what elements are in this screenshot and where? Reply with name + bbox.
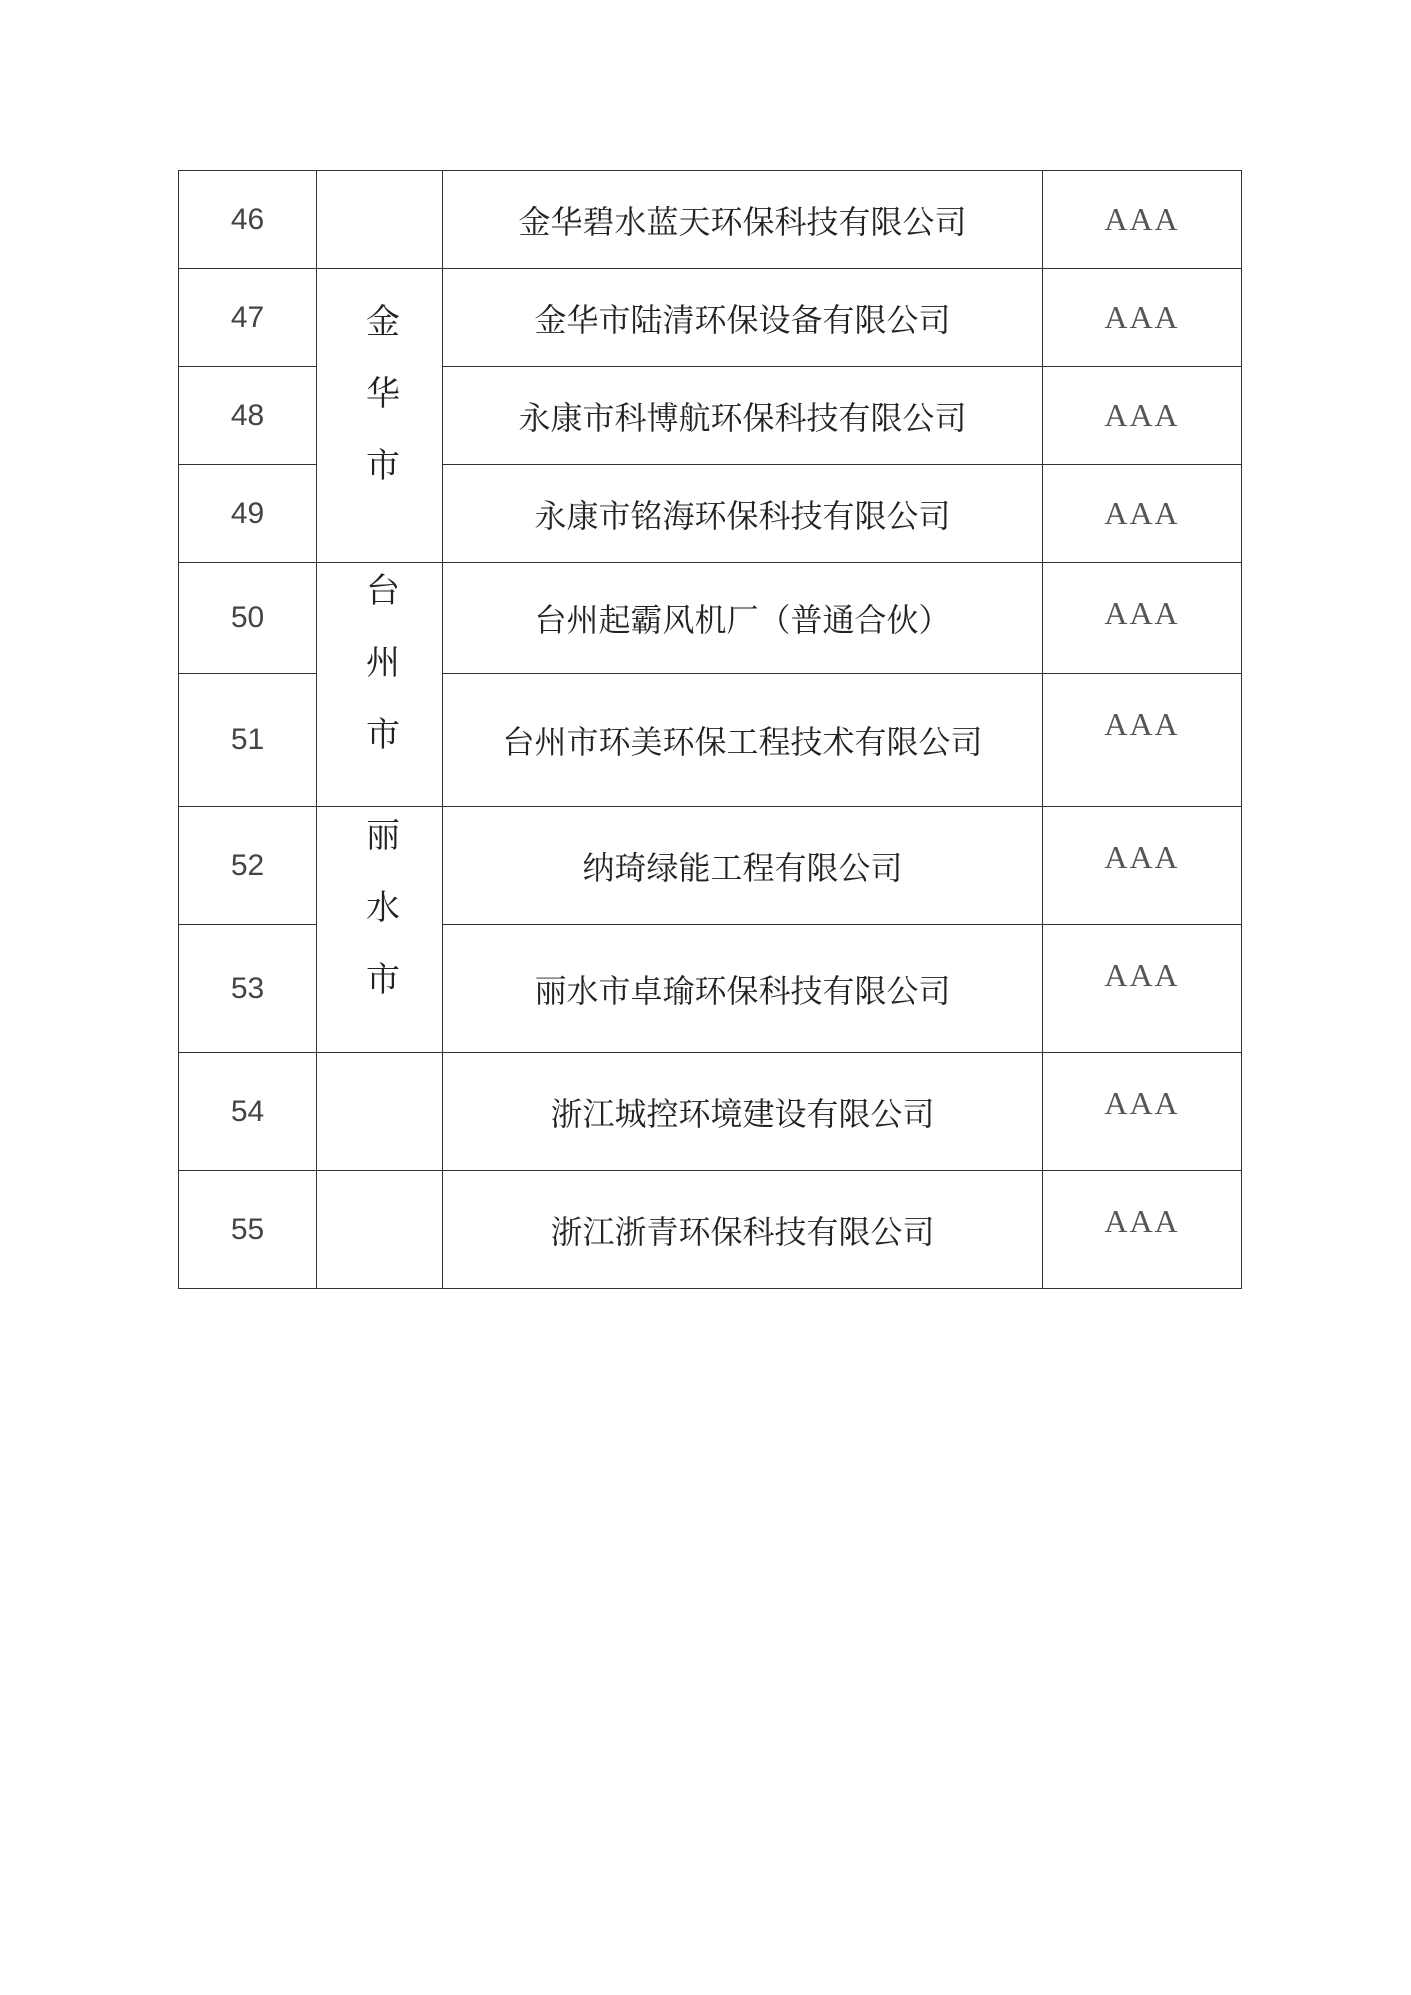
city-cell-empty — [317, 171, 443, 269]
company-name: 永康市科博航环保科技有限公司 — [443, 367, 1043, 465]
city-cell-empty — [317, 1053, 443, 1171]
city-name: 丽水市 — [359, 817, 400, 1033]
table-row — [179, 563, 1242, 674]
row-number: 50 — [179, 563, 317, 674]
company-name: 台州市环美环保工程技术有限公司 — [443, 674, 1043, 807]
city-cell-lishui — [317, 807, 443, 1053]
table-row — [179, 171, 1242, 269]
row-number: 54 — [179, 1053, 317, 1171]
row-number: 53 — [179, 925, 317, 1053]
table-row — [179, 1171, 1242, 1289]
company-name: 金华碧水蓝天环保科技有限公司 — [443, 171, 1043, 269]
credit-rating: AAA — [1043, 674, 1242, 807]
city-cell-taizhou — [317, 563, 443, 807]
credit-rating: AAA — [1043, 367, 1242, 465]
company-name: 金华市陆清环保设备有限公司 — [443, 269, 1043, 367]
company-name: 纳琦绿能工程有限公司 — [443, 807, 1043, 925]
table-row — [179, 807, 1242, 925]
enterprise-rating-table — [178, 170, 1242, 1289]
company-name: 浙江浙青环保科技有限公司 — [443, 1171, 1043, 1289]
row-number: 49 — [179, 465, 317, 563]
credit-rating: AAA — [1043, 563, 1242, 674]
city-name: 台州市 — [359, 572, 400, 788]
company-name: 永康市铭海环保科技有限公司 — [443, 465, 1043, 563]
credit-rating: AAA — [1043, 1053, 1242, 1171]
row-number: 48 — [179, 367, 317, 465]
row-number: 51 — [179, 674, 317, 807]
credit-rating: AAA — [1043, 925, 1242, 1053]
row-number: 47 — [179, 269, 317, 367]
credit-rating: AAA — [1043, 807, 1242, 925]
table-row — [179, 269, 1242, 367]
row-number: 46 — [179, 171, 317, 269]
city-cell-jinhua — [317, 269, 443, 563]
company-name: 丽水市卓瑜环保科技有限公司 — [443, 925, 1043, 1053]
row-number: 52 — [179, 807, 317, 925]
table-row — [179, 1053, 1242, 1171]
company-name: 浙江城控环境建设有限公司 — [443, 1053, 1043, 1171]
credit-rating: AAA — [1043, 269, 1242, 367]
city-cell-empty — [317, 1171, 443, 1289]
credit-rating: AAA — [1043, 171, 1242, 269]
row-number: 55 — [179, 1171, 317, 1289]
company-name: 台州起霸风机厂（普通合伙） — [443, 563, 1043, 674]
city-name: 金华市 — [359, 303, 400, 519]
credit-rating: AAA — [1043, 465, 1242, 563]
credit-rating: AAA — [1043, 1171, 1242, 1289]
